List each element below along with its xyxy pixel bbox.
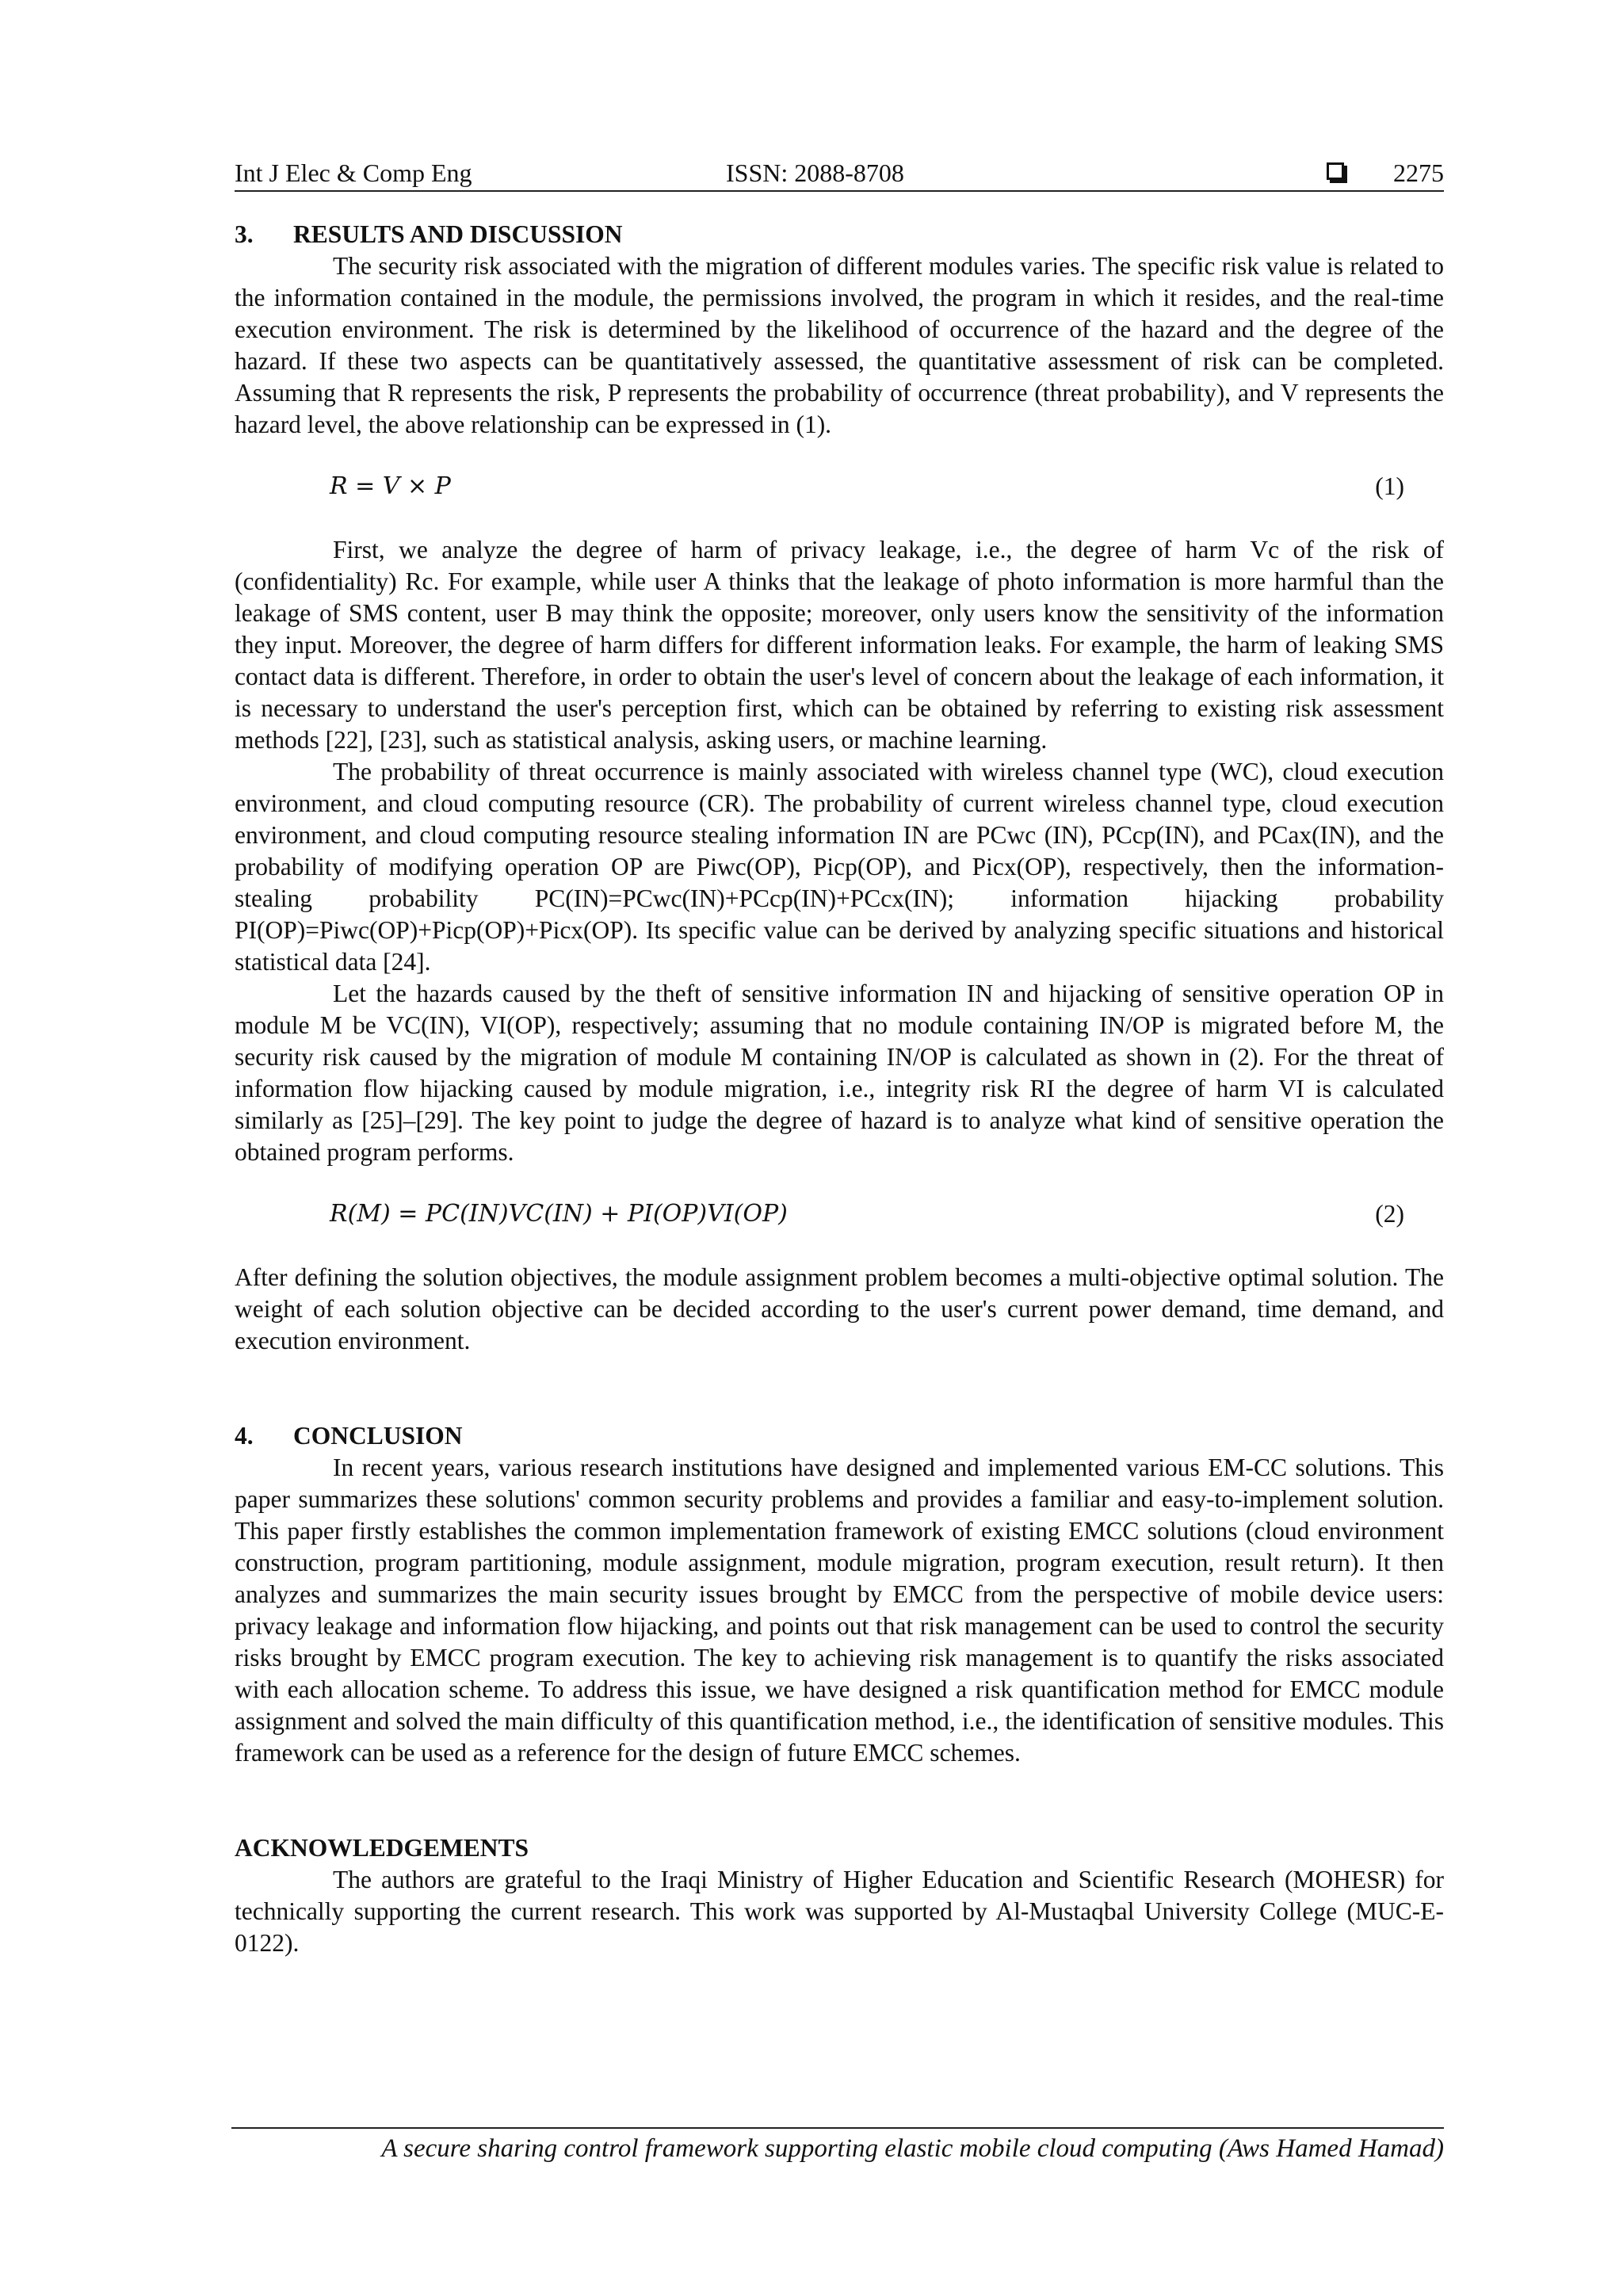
- main-content: [235, 219, 1444, 1959]
- paragraph: After defining the solution objectives, the module assignment problem becomes a multi-objective optimal solution. The weight of each solution objective can be decided according to the user's current power demand, time demand, and execution environment.: [235, 1263, 1444, 1354]
- checkbox-square-icon: [1327, 162, 1344, 180]
- issn: ISSN: 2088-8708: [726, 159, 904, 187]
- equation-2: [235, 1198, 1444, 1230]
- equation-expression: R = V × P: [330, 472, 451, 500]
- paragraph: In recent years, various research institutions have designed and implemented various EM-CC solutions. This paper summarizes these solutions' common security problems and provides a familiar and easy-to-implement solution. This paper firstly establishes the common implementation framework of existing EMCC solutions (cloud environment construction, program partitioning, module assignment, module migration, program execution, result return). It then analyzes and summarizes the main security issues brought by EMCC from the perspective of mobile device users: privacy leakage and information flow hijacking, and points out that risk management can be used to control the security risks brought by EMCC program execution. The key to achieving risk management is to quantify the risks associated with each allocation scheme. To address this issue, we have designed a risk quantification method for EMCC module assignment and solved the main difficulty of this quantification method, i.e., the identification of sensitive modules. This framework can be used as a reference for the design of future EMCC schemes.: [235, 1454, 1444, 1767]
- equation-expression: R(M) = PC(IN)VC(IN) + PI(OP)VI(OP): [330, 1200, 788, 1228]
- paragraph: First, we analyze the degree of harm of privacy leakage, i.e., the degree of harm Vc of the risk of (confidentiality) Rc. For example, while user A thinks that the leakage of photo information is more harmful than the leakage of SMS content, user B may think the opposite; moreover, only users know the sensitivity of the information they input. Moreover, the degree of harm differs for different information leaks. For example, the harm of leaking SMS contact data is different. Therefore, in order to obtain the user's level of concern about the leakage of each information, it is necessary to understand the user's perception first, which can be obtained by referring to existing risk assessment methods [22], [23], such as statistical analysis, asking users, or machine learning.: [235, 536, 1444, 754]
- section-title: CONCLUSION: [293, 1422, 463, 1450]
- journal-name: Int J Elec & Comp Eng: [235, 159, 472, 187]
- section-heading-acknowledgements: [235, 1832, 1444, 1864]
- section-title: RESULTS AND DISCUSSION: [293, 220, 623, 248]
- section-number: 3.: [235, 220, 254, 248]
- page-number: 2275: [1393, 159, 1444, 187]
- section-heading-conclusion: [235, 1420, 1444, 1452]
- paragraph: The probability of threat occurrence is mainly associated with wireless channel type (WC), cloud execution environment, and cloud computing resource (CR). The probability of current wireless channel type, cloud execution environment, and cloud computing resource stealing information IN are PCwc (IN), PCcp(IN), and PCax(IN), and the probability of modifying operation OP are Piwc(OP), Picp(OP), and Picx(OP), respectively, then the information-stealing probability PC(IN)=PCwc(IN)+PCcp(IN)+PCcx(IN); information hijacking probability PI(OP)=Piwc(OP)+Picp(OP)+Picx(OP). Its specific value can be derived by analyzing specific situations and historical statistical data [24].: [235, 758, 1444, 976]
- equation-number: (2): [1375, 1200, 1404, 1228]
- paragraph: The authors are grateful to the Iraqi Ministry of Higher Education and Scientific Research (MOHESR) for technically supporting the current research. This work was supported by Al-Mustaqbal University College (MUC-E-0122).: [235, 1866, 1444, 1957]
- section-number: 4.: [235, 1422, 254, 1450]
- equation-1: [235, 471, 1444, 502]
- section-title: ACKNOWLEDGEMENTS: [235, 1834, 529, 1862]
- running-header: [235, 155, 1444, 192]
- running-footer: A secure sharing control framework supporting elastic mobile cloud computing (Aws Hamed Hamad): [231, 2127, 1444, 2165]
- section-heading-results: [235, 219, 1444, 250]
- equation-number: (1): [1375, 472, 1404, 500]
- paragraph: The security risk associated with the migration of different modules varies. The specific risk value is related to the information contained in the module, the permissions involved, the program in which it resides, and the real-time execution environment. The risk is determined by the likelihood of occurrence of the hazard and the degree of the hazard. If these two aspects can be quantitatively assessed, the quantitative assessment of risk can be completed. Assuming that R represents the risk, P represents the probability of occurrence (threat probability), and V represents the hazard level, the above relationship can be expressed in (1).: [235, 252, 1444, 438]
- paragraph: Let the hazards caused by the theft of sensitive information IN and hijacking of sensitive operation OP in module M be VC(IN), VI(OP), respectively; assuming that no module containing IN/OP is migrated before M, the security risk caused by the migration of module M containing IN/OP is calculated as shown in (2). For the threat of information flow hijacking caused by module migration, i.e., integrity risk RI the degree of harm VI is calculated similarly as [25]–[29]. The key point to judge the degree of hazard is to analyze what kind of sensitive operation the obtained program performs.: [235, 980, 1444, 1166]
